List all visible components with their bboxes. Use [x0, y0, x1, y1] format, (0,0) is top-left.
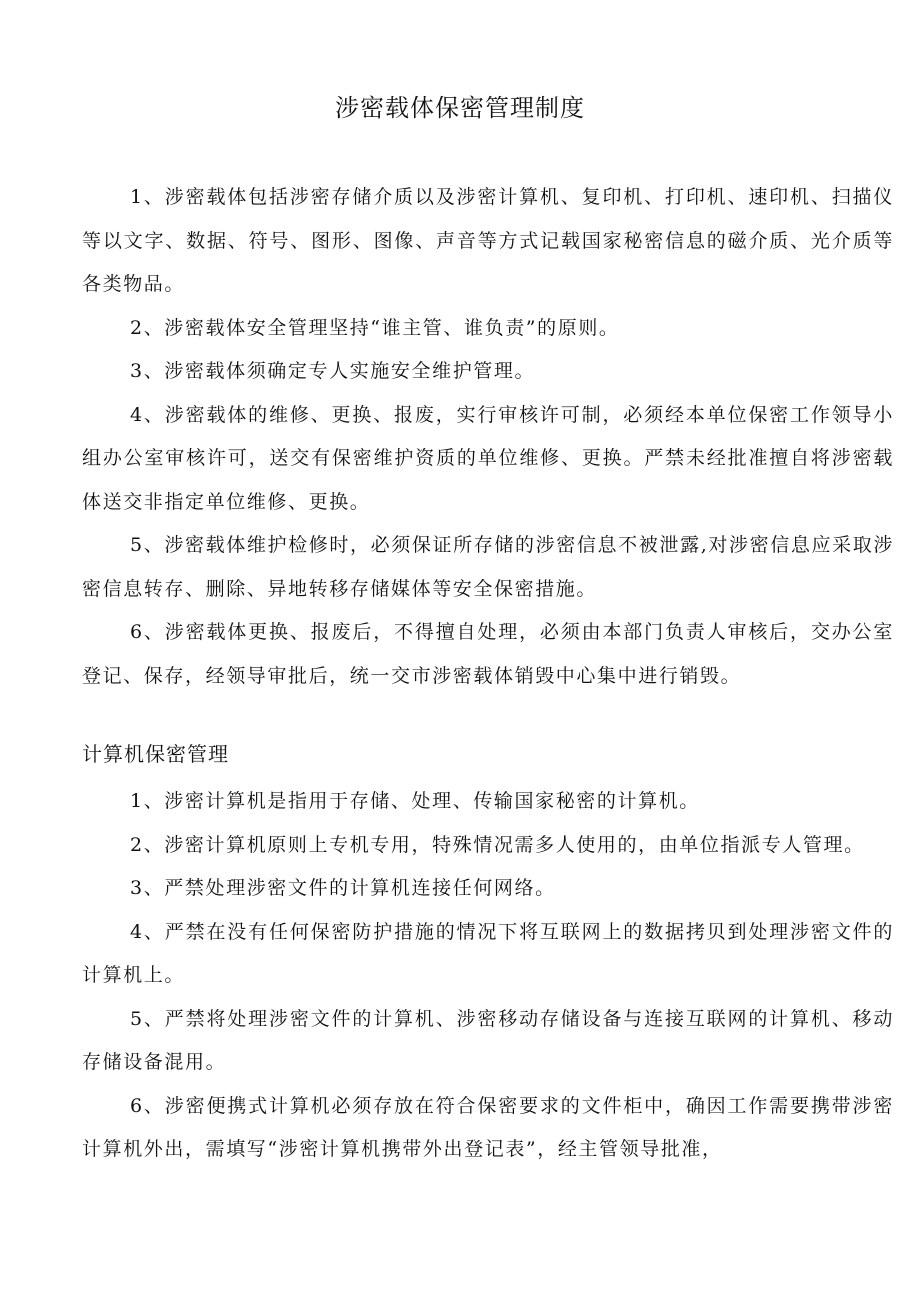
paragraph: 2、涉密计算机原则上专机专用，特殊情况需多人使用的，由单位指派专人管理。 — [130, 833, 865, 856]
paragraph: 5、严禁将处理涉密文件的计算机、涉密移动存储设备与连接互联网的计算机、移动存储设备混用。 — [82, 1007, 894, 1073]
document-title: 涉密载体保密管理制度 — [335, 94, 585, 122]
paragraph: 3、涉密载体须确定专人实施安全维护管理。 — [130, 360, 536, 382]
section-carrier-rules — [82, 176, 894, 698]
paragraph: 4、涉密载体的维修、更换、报废，实行审核许可制，必须经本单位保密工作领导小组办公室审核许可，送交有保密维护资质的单位维修、更换。严禁未经批准擅自将涉密载体送交非指定单位维修、更换。 — [82, 403, 894, 513]
paragraph: 1、涉密载体包括涉密存储介质以及涉密计算机、复印机、打印机、速印机、扫描仪等以文字、数据、符号、图形、图像、声音等方式记载国家秘密信息的磁介质、光介质等各类物品。 — [82, 186, 894, 295]
section-heading: 计算机保密管理 — [82, 742, 229, 766]
section-computer-rules — [82, 738, 894, 1172]
paragraph: 3、严禁处理涉密文件的计算机连接任何网络。 — [130, 877, 556, 899]
paragraph: 6、涉密便携式计算机必须存放在符合保密要求的文件柜中，确因工作需要携带涉密计算机外出，需填写“涉密计算机携带外出登记表”，经主管领导批准， — [82, 1094, 894, 1160]
paragraph: 5、涉密载体维护检修时，必须保证所存储的涉密信息不被泄露,对涉密信息应采取涉密信息转存、删除、异地转移存储媒体等安全保密措施。 — [82, 534, 894, 600]
paragraph: 4、严禁在没有任何保密防护措施的情况下将互联网上的数据拷贝到处理涉密文件的计算机上。 — [82, 920, 894, 986]
paragraph: 1、涉密计算机是指用于存储、处理、传输国家秘密的计算机。 — [130, 790, 700, 812]
paragraph: 2、涉密载体安全管理坚持“谁主管、谁负责”的原则。 — [130, 316, 620, 339]
paragraph: 6、涉密载体更换、报废后，不得擅自处理，必须由本部门负责人审核后，交办公室登记、保存，经领导审批后，统一交市涉密载体销毁中心集中进行销毁。 — [82, 621, 894, 687]
